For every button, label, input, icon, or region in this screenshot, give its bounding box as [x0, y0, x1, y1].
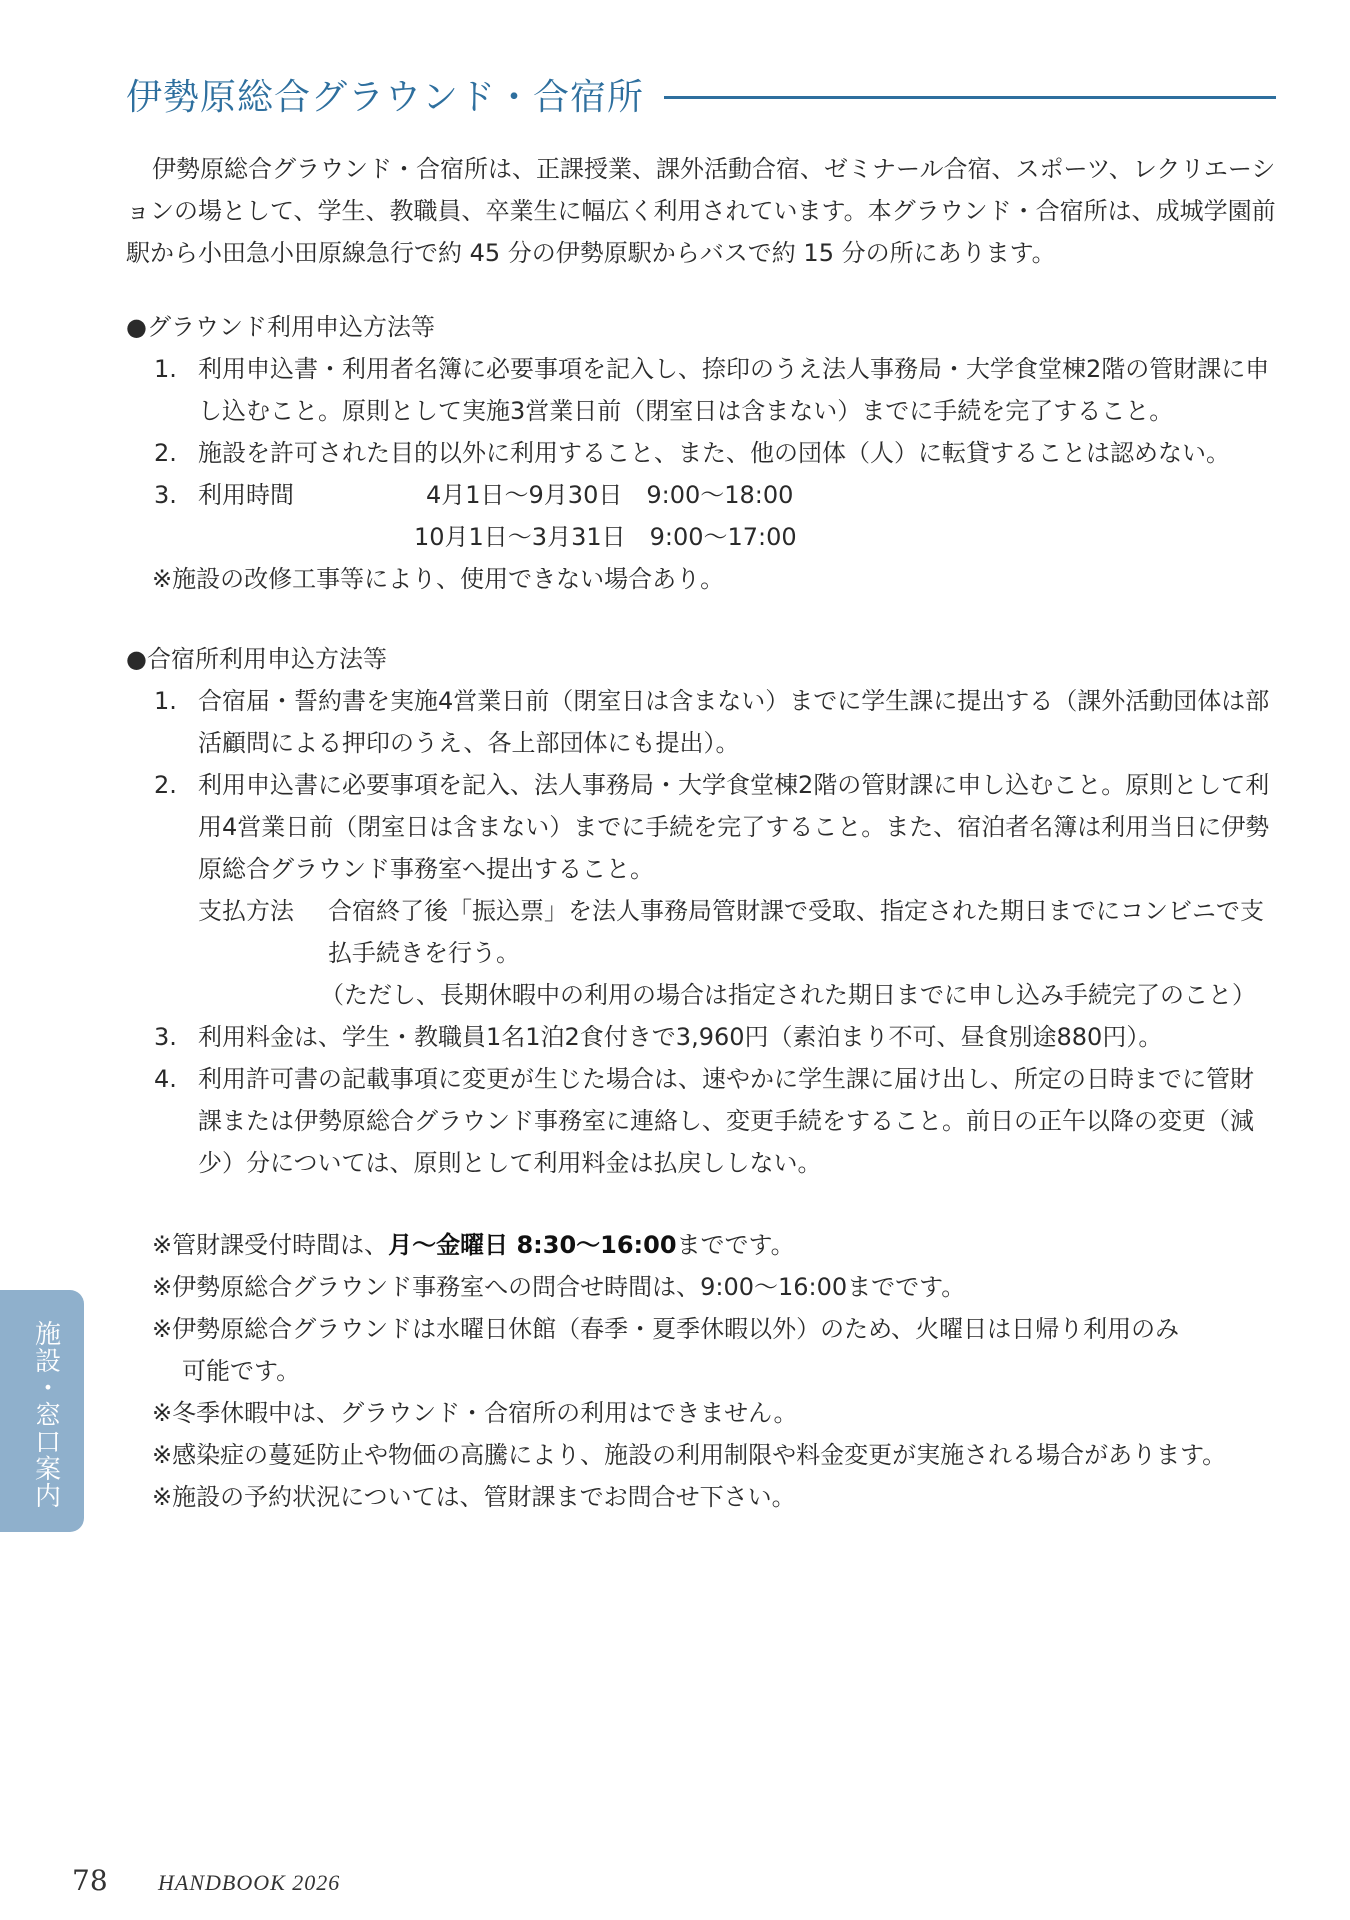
- item-text: 利用申込書に必要事項を記入、法人事務局・大学食堂棟2階の管財課に申し込むこと。原則として利用4営業日前（閉室日は含まない）までに手続を完了すること。また、宿泊者名簿は利用当日に伊勢原総合グラウンド事務室へ提出すること。: [198, 771, 1270, 883]
- payment-note: （ただし、長期休暇中の利用の場合は指定された期日までに申し込み手続完了のこと）: [320, 981, 1256, 1009]
- note-closed-day-cont: 可能です。: [182, 1357, 301, 1385]
- ground-item-2: [126, 432, 1276, 474]
- note-restrictions: ※感染症の蔓延防止や物価の高騰により、施設の利用制限や料金変更が実施される場合があります。: [152, 1441, 1227, 1469]
- camp-item-3: [126, 1016, 1276, 1058]
- side-tab-label: 施設・窓口案内: [30, 1320, 61, 1509]
- item-number: 2.: [154, 439, 177, 467]
- ground-note: ※施設の改修工事等により、使用できない場合あり。: [152, 565, 725, 593]
- item-number: 1.: [154, 355, 177, 383]
- item-number: 3.: [154, 1023, 177, 1051]
- item-text: 利用許可書の記載事項に変更が生じた場合は、速やかに学生課に届け出し、所定の日時までに管財課または伊勢原総合グラウンド事務室に連絡し、変更手続をすること。前日の正午以降の変更（減少）分については、原則として利用料金は払戻ししない。: [198, 1065, 1254, 1177]
- ground-heading: ●グラウンド利用申込方法等: [126, 313, 435, 341]
- note-winter: ※冬季休暇中は、グラウンド・合宿所の利用はできません。: [152, 1399, 798, 1427]
- item-text: 施設を許可された目的以外に利用すること、また、他の団体（人）に転貸することは認めない。: [198, 439, 1230, 467]
- camp-heading: ●合宿所利用申込方法等: [126, 645, 387, 673]
- item-number: 3.: [154, 481, 177, 509]
- note-closed-day: ※伊勢原総合グラウンドは水曜日休館（春季・夏季休暇以外）のため、火曜日は日帰り利用のみ: [152, 1315, 1180, 1343]
- title-row: [126, 70, 1276, 130]
- item-text: 利用申込書・利用者名簿に必要事項を記入し、捺印のうえ法人事務局・大学食堂棟2階の管財課に申し込むこと。原則として実施3営業日前（閉室日は含まない）までに手続を完了すること。: [198, 355, 1270, 425]
- intro-paragraph: 伊勢原総合グラウンド・合宿所は、正課授業、課外活動合宿、ゼミナール合宿、スポーツ、レクリエーションの場として、学生、教職員、卒業生に幅広く利用されています。本グラウンド・合宿所は、成城学園前駅から小田急小田原線急行で約 45 分の伊勢原駅からバスで約 15 分の所にあります。: [126, 155, 1276, 267]
- payment-label: 支払方法: [198, 897, 294, 925]
- item-number: 1.: [154, 687, 177, 715]
- item-text: 合宿届・誓約書を実施4営業日前（閉室日は含まない）までに学生課に提出する（課外活動団体は部活顧問による押印のうえ、各上部団体にも提出）。: [198, 687, 1270, 757]
- item-text: 利用料金は、学生・教職員1名1泊2食付きで3,960円（素泊まり不可、昼食別途880円）。: [198, 1023, 1163, 1051]
- title-rule: [664, 96, 1276, 99]
- note-text: までです。: [676, 1231, 795, 1259]
- note-reservation: ※施設の予約状況については、管財課までお問合せ下さい。: [152, 1483, 796, 1511]
- time-row-2: 10月1日～3月31日 9:00～17:00: [414, 523, 797, 551]
- item-number: 2.: [154, 771, 177, 799]
- camp-item-4: [126, 1058, 1276, 1184]
- payment-text: 合宿終了後「振込票」を法人事務局管財課で受取、指定された期日までにコンビニで支払手続きを行う。: [328, 897, 1264, 967]
- note-inquiry-hours: ※伊勢原総合グラウンド事務室への問合せ時間は、9:00～16:00までです。: [152, 1273, 966, 1301]
- ground-time-row-2: [126, 516, 1276, 558]
- ground-item-1: [126, 348, 1276, 432]
- page-number: 78: [72, 1864, 108, 1897]
- item-number: 4.: [154, 1065, 177, 1093]
- note-office-hours: [126, 1224, 1276, 1266]
- footer-handbook-label: HANDBOOK 2026: [158, 1870, 341, 1895]
- ground-item-3: [126, 474, 1276, 516]
- camp-item-1: [126, 680, 1276, 764]
- time-row-1: 4月1日～9月30日 9:00～18:00: [426, 481, 794, 509]
- camp-item-2: [126, 764, 1276, 890]
- page-title: 伊勢原総合グラウンド・合宿所: [126, 77, 645, 118]
- office-hours-strong: 月～金曜日 8:30～16:00: [388, 1231, 677, 1259]
- content: [126, 148, 1276, 1518]
- notes: [126, 1224, 1276, 1518]
- note-text: ※管財課受付時間は、: [152, 1231, 389, 1259]
- payment-method: [126, 890, 1276, 974]
- side-section-tab: [0, 1290, 84, 1532]
- time-label: 利用時間: [198, 481, 294, 509]
